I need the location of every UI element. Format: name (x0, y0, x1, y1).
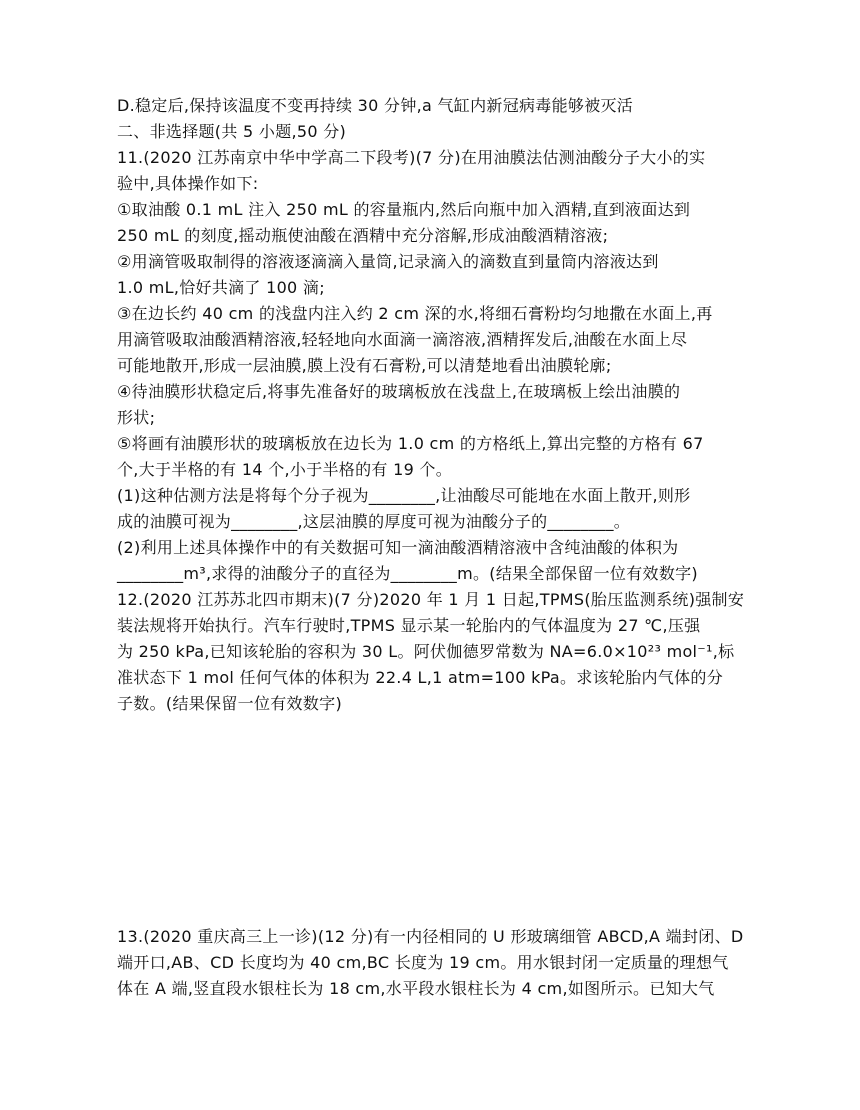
text-line: 可能地散开,形成一层油膜,膜上没有石膏粉,可以清楚地看出油膜轮廓; (117, 356, 612, 375)
text-line: 12.(2020 江苏苏北四市期末)(7 分)2020 年 1 月 1 日起,TPMS(胎压监测系统)强制安 (117, 590, 745, 609)
text-line: ⑤将画有油膜形状的玻璃板放在边长为 1.0 cm 的方格纸上,算出完整的方格有 67 (117, 434, 704, 453)
text-line: 端开口,AB、CD 长度均为 40 cm,BC 长度为 19 cm。用水银封闭一定质量的理想气 (117, 953, 729, 972)
text-line: 13.(2020 重庆高三上一诊)(12 分)有一内径相同的 U 形玻璃细管 ABCD,A 端封闭、D (117, 927, 744, 946)
text-line: 成的油膜可视为________,这层油膜的厚度可视为油酸分子的________。 (117, 512, 631, 531)
text-line: ________m³,求得的油酸分子的直径为________m。(结果全部保留一位有效数字) (117, 564, 698, 583)
text-line: ③在边长约 40 cm 的浅盘内注入约 2 cm 深的水,将细石膏粉均匀地撒在水面上,再 (117, 304, 713, 323)
text-line: ①取油酸 0.1 mL 注入 250 mL 的容量瓶内,然后向瓶中加入酒精,直到液面达到 (117, 200, 691, 219)
text-line: 体在 A 端,竖直段水银柱长为 18 cm,水平段水银柱长为 4 cm,如图所示。已知大气 (117, 979, 715, 998)
text-line: 250 mL 的刻度,摇动瓶使油酸在酒精中充分溶解,形成油酸酒精溶液; (117, 226, 609, 245)
text-line: 二、非选择题(共 5 小题,50 分) (117, 122, 347, 141)
text-line: ②用滴管吸取制得的溶液逐滴滴入量筒,记录滴入的滴数直到量筒内溶液达到 (117, 252, 659, 271)
text-line: 形状; (117, 408, 156, 427)
text-line: ④待油膜形状稳定后,将事先准备好的玻璃板放在浅盘上,在玻璃板上绘出油膜的 (117, 382, 681, 401)
text-line: 用滴管吸取油酸酒精溶液,轻轻地向水面滴一滴溶液,酒精挥发后,油酸在水面上尽 (117, 330, 688, 349)
text-line: (1)这种估测方法是将每个分子视为________,让油酸尽可能地在水面上散开,则形 (117, 486, 691, 505)
text-line: 装法规将开始执行。汽车行驶时,TPMS 显示某一轮胎内的气体温度为 27 ℃,压强 (117, 616, 701, 635)
text-line: 准状态下 1 mol 任何气体的体积为 22.4 L,1 atm=100 kPa。求该轮胎内气体的分 (117, 668, 724, 687)
text-line: 子数。(结果保留一位有效数字) (117, 694, 342, 713)
text-line: D.稳定后,保持该温度不变再持续 30 分钟,a 气缸内新冠病毒能够被灭活 (117, 96, 634, 115)
text-line: (2)利用上述具体操作中的有关数据可知一滴油酸酒精溶液中含纯油酸的体积为 (117, 538, 679, 557)
question-text-top (117, 93, 747, 717)
question-text-bottom (117, 924, 747, 1002)
text-line: 为 250 kPa,已知该轮胎的容积为 30 L。阿伏伽德罗常数为 NA=6.0×10²³ mol⁻¹,标 (117, 642, 735, 661)
text-line: 验中,具体操作如下: (117, 174, 259, 193)
text-line: 个,大于半格的有 14 个,小于半格的有 19 个。 (117, 460, 453, 479)
text-line: 11.(2020 江苏南京中华中学高二下段考)(7 分)在用油膜法估测油酸分子大小的实 (117, 148, 706, 167)
text-line: 1.0 mL,恰好共滴了 100 滴; (117, 278, 325, 297)
